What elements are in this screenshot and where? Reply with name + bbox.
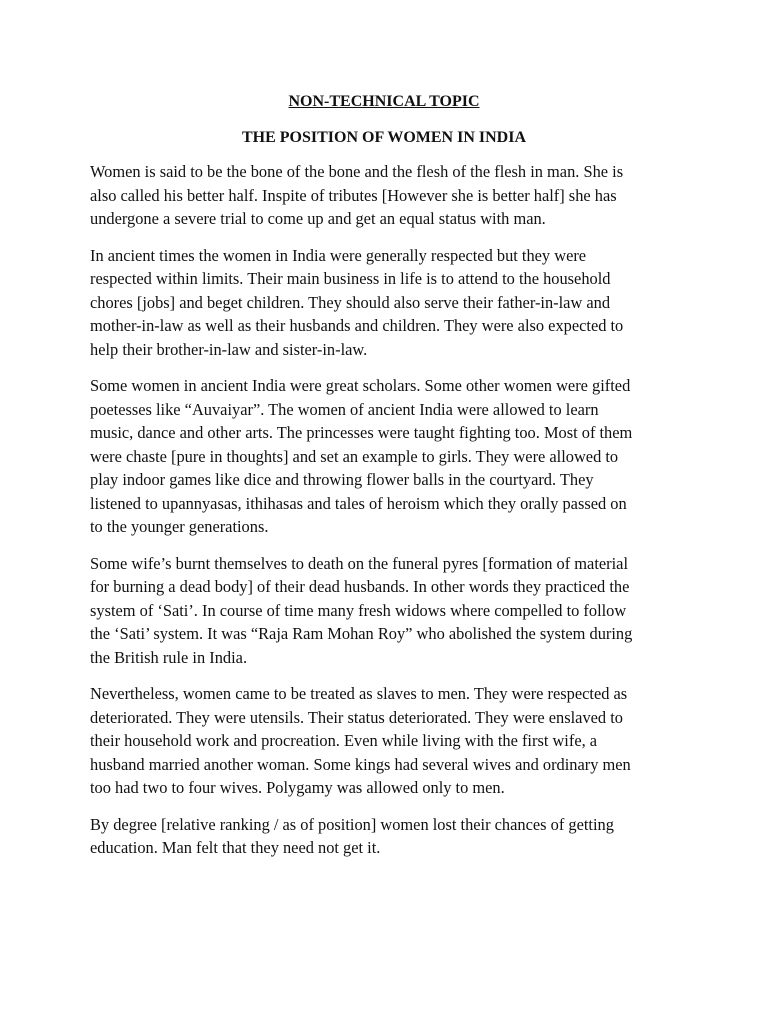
body-paragraph: [90, 813, 684, 860]
paragraph-line: their household work and procreation. Even while living with the first wife, a: [90, 731, 598, 750]
body-paragraph: [90, 682, 684, 800]
paragraph-line: the British rule in India.: [90, 647, 248, 667]
body-paragraph: [90, 244, 684, 362]
paragraph-line: Women is said to be the bone of the bone and the flesh of the flesh in man. She is: [90, 162, 624, 181]
paragraph-line: chores [jobs] and beget children. They should also serve their father-in-law and: [90, 292, 611, 312]
paragraph-line: system of ‘Sati’. In course of time many fresh widows where compelled to follow: [90, 600, 627, 620]
paragraph-line: help their brother-in-law and sister-in-law.: [90, 339, 368, 359]
paragraph-line: husband married another woman. Some kings had several wives and ordinary men: [90, 754, 631, 774]
paragraph-line: In ancient times the women in India were generally respected but they were: [90, 245, 587, 265]
paragraph-line: poetesses like “Auvaiyar”. The women of ancient India were allowed to learn: [90, 399, 599, 419]
paragraph-line: to the younger generations.: [90, 517, 269, 536]
document-body: [90, 160, 684, 873]
paragraph-line: undergone a severe trial to come up and get an equal status with man.: [90, 209, 546, 228]
paragraph-line: respected within limits. Their main business in life is to attend to the household: [90, 269, 611, 288]
paragraph-line: play indoor games like dice and throwing flower balls in the courtyard. They: [90, 470, 594, 489]
paragraph-line: education. Man felt that they need not get it.: [90, 838, 381, 857]
paragraph-line: the ‘Sati’ system. It was “Raja Ram Mohan Roy” who abolished the system during: [90, 624, 633, 643]
paragraph-line: were chaste [pure in thoughts] and set an example to girls. They were allowed to: [90, 446, 619, 466]
paragraph-line: Some wife’s burnt themselves to death on the funeral pyres [formation of material: [90, 553, 629, 573]
paragraph-line: too had two to four wives. Polygamy was allowed only to men.: [90, 778, 505, 797]
paragraph-line: By degree [relative ranking / as of position] women lost their chances of getting: [90, 814, 614, 834]
document-topic: NON-TECHNICAL TOPIC: [288, 93, 480, 110]
body-paragraph: [90, 374, 684, 539]
document-title: THE POSITION OF WOMEN IN INDIA: [241, 129, 527, 146]
paragraph-line: music, dance and other arts. The princesses were taught fighting too. Most of them: [90, 423, 633, 442]
body-paragraph: [90, 160, 684, 231]
paragraph-line: also called his better half. Inspite of tributes [However she is better half] she has: [90, 185, 617, 205]
paragraph-line: Some women in ancient India were great scholars. Some other women were gifted: [90, 376, 631, 395]
paragraph-line: listened to upannyasas, ithihasas and tales of heroism which they orally passed on: [90, 493, 627, 513]
body-paragraph: [90, 552, 684, 670]
paragraph-line: for burning a dead body] of their dead husbands. In other words they practiced the: [90, 577, 630, 596]
paragraph-line: mother-in-law as well as their husbands and children. They were also expected to: [90, 316, 624, 335]
paragraph-line: Nevertheless, women came to be treated as slaves to men. They were respected as: [90, 684, 628, 703]
paragraph-line: deteriorated. They were utensils. Their status deteriorated. They were enslaved to: [90, 707, 623, 727]
